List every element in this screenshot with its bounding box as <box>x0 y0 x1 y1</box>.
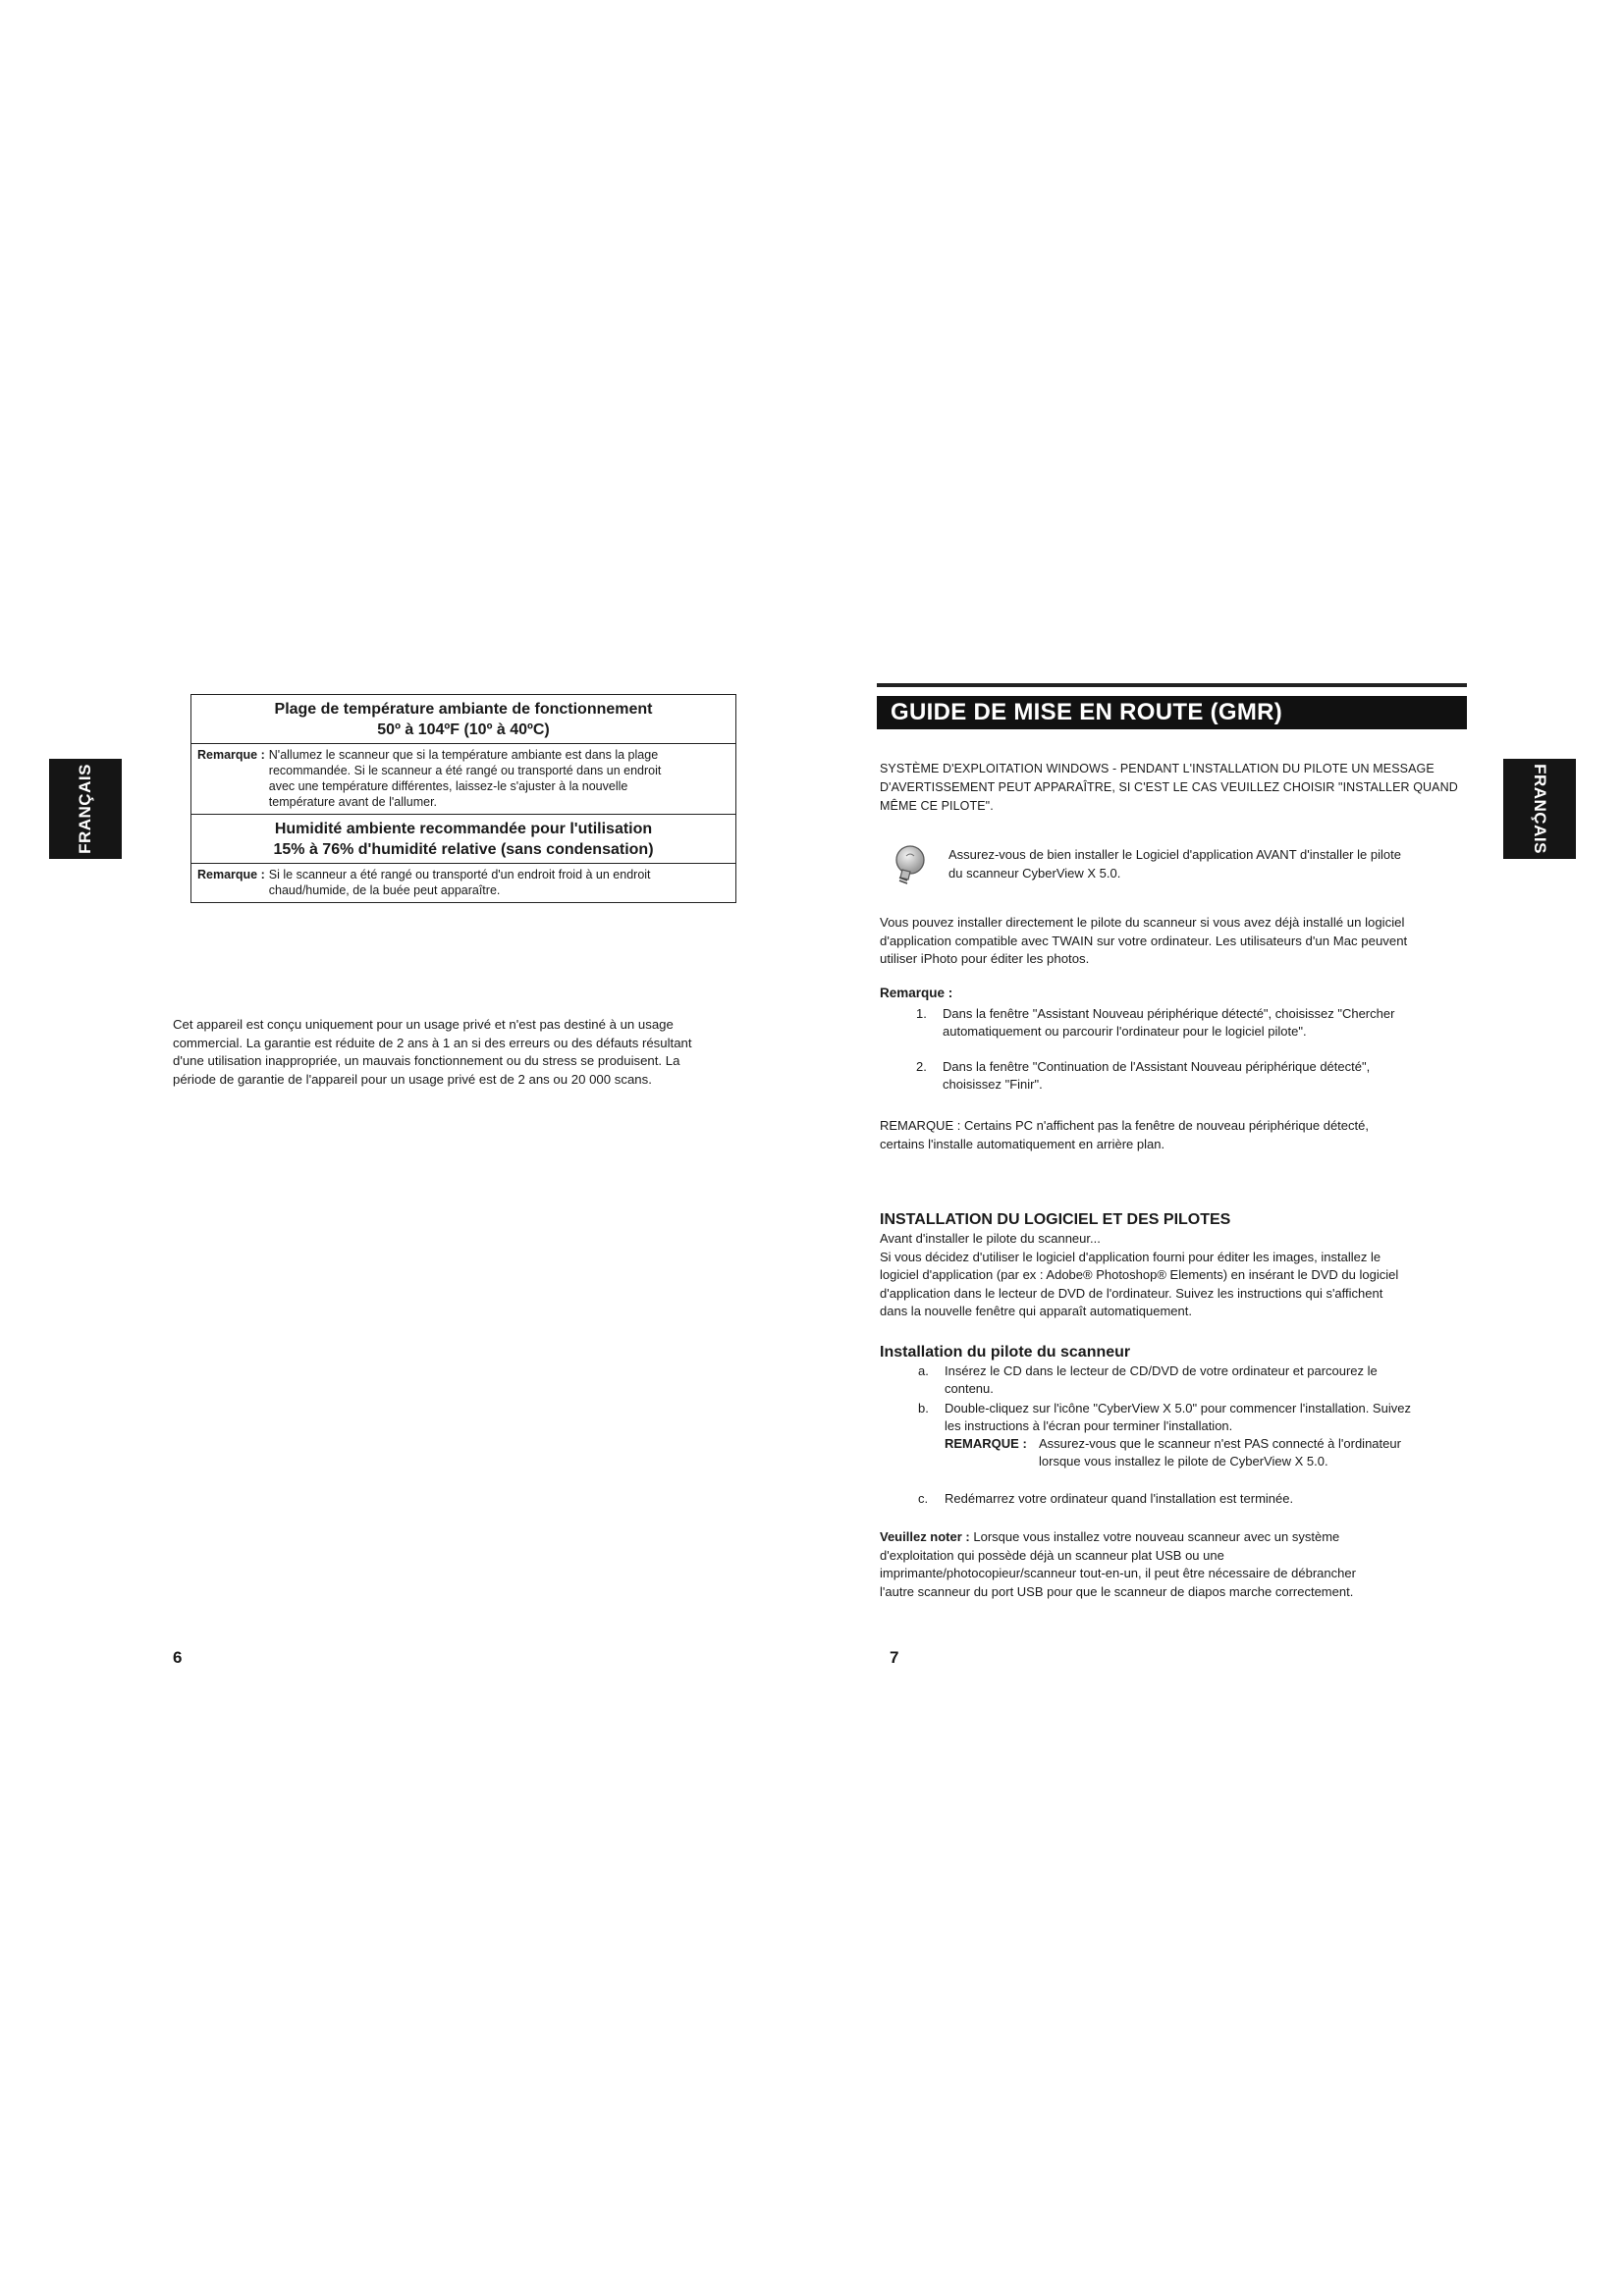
humidity-note-label: Remarque : <box>197 868 265 881</box>
page-number-left: 6 <box>173 1648 183 1667</box>
text-line: MÊME CE PILOTE". <box>880 799 994 813</box>
lettered-item <box>918 1362 1468 1398</box>
item-text <box>945 1400 1468 1435</box>
item-number: 1. <box>916 1006 927 1021</box>
text-line: dans la nouvelle fenêtre qui apparaît automatiquement. <box>880 1304 1192 1318</box>
text-line: certains l'installe automatiquement en arrière plan. <box>880 1136 1165 1151</box>
text-line: Assurez-vous de bien installer le Logiciel d'application AVANT d'installer le pilote <box>948 847 1401 862</box>
b-remarque-label: REMARQUE : <box>945 1436 1027 1451</box>
windows-warning <box>880 760 1469 816</box>
page-number-right: 7 <box>890 1648 899 1667</box>
environment-spec-box <box>190 694 736 903</box>
text-line: choisissez "Finir". <box>943 1077 1043 1092</box>
temperature-value: 50º à 104ºF (10º à 40ºC) <box>377 721 550 738</box>
item-number: 2. <box>916 1059 927 1074</box>
twain-paragraph <box>880 914 1469 969</box>
text-line <box>880 1528 1469 1547</box>
text-line: Dans la fenêtre "Continuation de l'Assistant Nouveau périphérique détecté", <box>943 1059 1371 1074</box>
numbered-item <box>916 1058 1466 1094</box>
note-line: avec une température différentes, laissez-le s'ajuster à la nouvelle <box>268 779 628 793</box>
install-heading: INSTALLATION DU LOGICIEL ET DES PILOTES <box>880 1211 1231 1228</box>
install-paragraph <box>880 1230 1469 1321</box>
text-line: commercial. La garantie est réduite de 2 ans à 1 an si des erreurs ou des défauts résultant <box>173 1035 692 1050</box>
humidity-title: Humidité ambiente recommandée pour l'utilisation <box>274 821 653 837</box>
language-tab-label: FRANÇAIS <box>76 764 94 854</box>
item-text <box>945 1490 1468 1508</box>
temperature-note <box>191 743 735 814</box>
note-line: N'allumez le scanneur que si la température ambiante est dans la plage <box>268 748 659 762</box>
text-line: Double-cliquez sur l'icône "CyberView X 5.0" pour commencer l'installation. Suivez <box>945 1401 1411 1415</box>
humidity-note-text <box>269 867 651 898</box>
text-line: d'une utilisation inappropriée, un mauvais fonctionnement ou du stress se produisent. La <box>173 1053 680 1068</box>
item-text <box>943 1005 1466 1041</box>
final-note-label: Veuillez noter : <box>880 1529 970 1544</box>
driver-heading: Installation du pilote du scanneur <box>880 1344 1131 1361</box>
lettered-item <box>918 1400 1468 1435</box>
item-letter: a. <box>918 1363 929 1378</box>
humidity-value: 15% à 76% d'humidité relative (sans condensation) <box>273 841 654 858</box>
text-line: Dans la fenêtre "Assistant Nouveau périphérique détecté", choisissez "Chercher <box>943 1006 1395 1021</box>
text-line: logiciel d'application (par ex : Adobe® Photoshop® Elements) en insérant le DVD du logiciel <box>880 1267 1399 1282</box>
note-line: chaud/humide, de la buée peut apparaître. <box>268 883 501 897</box>
text-line: Redémarrez votre ordinateur quand l'installation est terminée. <box>945 1491 1294 1506</box>
text-line: Assurez-vous que le scanneur n'est PAS connecté à l'ordinateur <box>1039 1436 1401 1451</box>
note-line: recommandée. Si le scanneur a été rangé ou transporté dans un endroit <box>268 764 662 777</box>
remarque-pc-paragraph <box>880 1117 1469 1153</box>
text-line: automatiquement ou parcourir l'ordinateur pour le logiciel pilote". <box>943 1024 1307 1039</box>
numbered-item <box>916 1005 1466 1041</box>
temperature-note-label: Remarque : <box>197 748 265 762</box>
remarque-heading: Remarque : <box>880 986 953 1000</box>
text-line: lorsque vous installez le pilote de CyberView X 5.0. <box>1039 1454 1328 1468</box>
text-line: Si vous décidez d'utiliser le logiciel d'application fourni pour éditer les images, installez le <box>880 1249 1381 1264</box>
b-remarque-text <box>1039 1435 1475 1470</box>
lettered-item <box>918 1490 1468 1508</box>
text-line: REMARQUE : Certains PC n'affichent pas la fenêtre de nouveau périphérique détecté, <box>880 1118 1369 1133</box>
note-line: température avant de l'allumer. <box>268 795 438 809</box>
title-rule <box>877 683 1467 687</box>
text-line: contenu. <box>945 1381 994 1396</box>
text-line: d'exploitation qui possède déjà un scanneur plat USB ou une <box>880 1547 1224 1563</box>
text-line: d'application compatible avec TWAIN sur votre ordinateur. Les utilisateurs d'un Mac peuvent <box>880 933 1408 948</box>
temperature-title: Plage de température ambiante de fonctionnement <box>274 701 653 718</box>
item-letter: b. <box>918 1401 929 1415</box>
warranty-paragraph <box>173 1016 752 1089</box>
text-line: période de garantie de l'appareil pour un usage privé est de 2 ans ou 20 000 scans. <box>173 1071 652 1087</box>
text-line: D'AVERTISSEMENT PEUT APPARAÎTRE, SI C'EST LE CAS VEUILLEZ CHOISIR "INSTALLER QUAND <box>880 780 1458 794</box>
tip-text <box>948 846 1469 882</box>
item-letter: c. <box>918 1491 929 1506</box>
language-tab-label: FRANÇAIS <box>1531 764 1549 854</box>
humidity-spec-heading <box>191 814 735 863</box>
text-line: les instructions à l'écran pour terminer l'installation. <box>945 1418 1233 1433</box>
text-fragment: Lorsque vous installez votre nouveau scanneur avec un système <box>973 1529 1340 1544</box>
text-line: SYSTÈME D'EXPLOITATION WINDOWS - PENDANT L'INSTALLATION DU PILOTE UN MESSAGE <box>880 762 1435 775</box>
lightbulb-icon <box>889 842 928 887</box>
note-line: Si le scanneur a été rangé ou transporté d'un endroit froid à un endroit <box>268 868 651 881</box>
language-tab-right <box>1503 759 1576 859</box>
text-line: d'application dans le lecteur de DVD de l'ordinateur. Suivez les instructions qui s'affichent <box>880 1285 1383 1301</box>
b-remarque-note <box>945 1435 1475 1470</box>
temperature-note-text <box>269 747 662 810</box>
text-line: du scanneur CyberView X 5.0. <box>948 865 1121 881</box>
humidity-note <box>191 863 735 902</box>
final-note-paragraph <box>880 1528 1469 1601</box>
text-line: Cet appareil est conçu uniquement pour un usage privé et n'est pas destiné à un usage <box>173 1017 674 1032</box>
temperature-spec-heading <box>191 695 735 743</box>
text-line: imprimante/photocopieur/scanneur tout-en-un, il peut être nécessaire de débrancher <box>880 1566 1356 1580</box>
text-line: l'autre scanneur du port USB pour que le scanneur de diapos marche correctement. <box>880 1583 1354 1599</box>
text-line: Vous pouvez installer directement le pilote du scanneur si vous avez déjà installé un logiciel <box>880 915 1405 930</box>
text-line: Avant d'installer le pilote du scanneur... <box>880 1231 1101 1246</box>
item-text <box>945 1362 1468 1398</box>
language-tab-left <box>49 759 122 859</box>
item-text <box>943 1058 1466 1094</box>
text-line: utiliser iPhoto pour éditer les photos. <box>880 951 1090 966</box>
text-line: Insérez le CD dans le lecteur de CD/DVD de votre ordinateur et parcourez le <box>945 1363 1378 1378</box>
page-title: GUIDE DE MISE EN ROUTE (GMR) <box>877 696 1467 729</box>
